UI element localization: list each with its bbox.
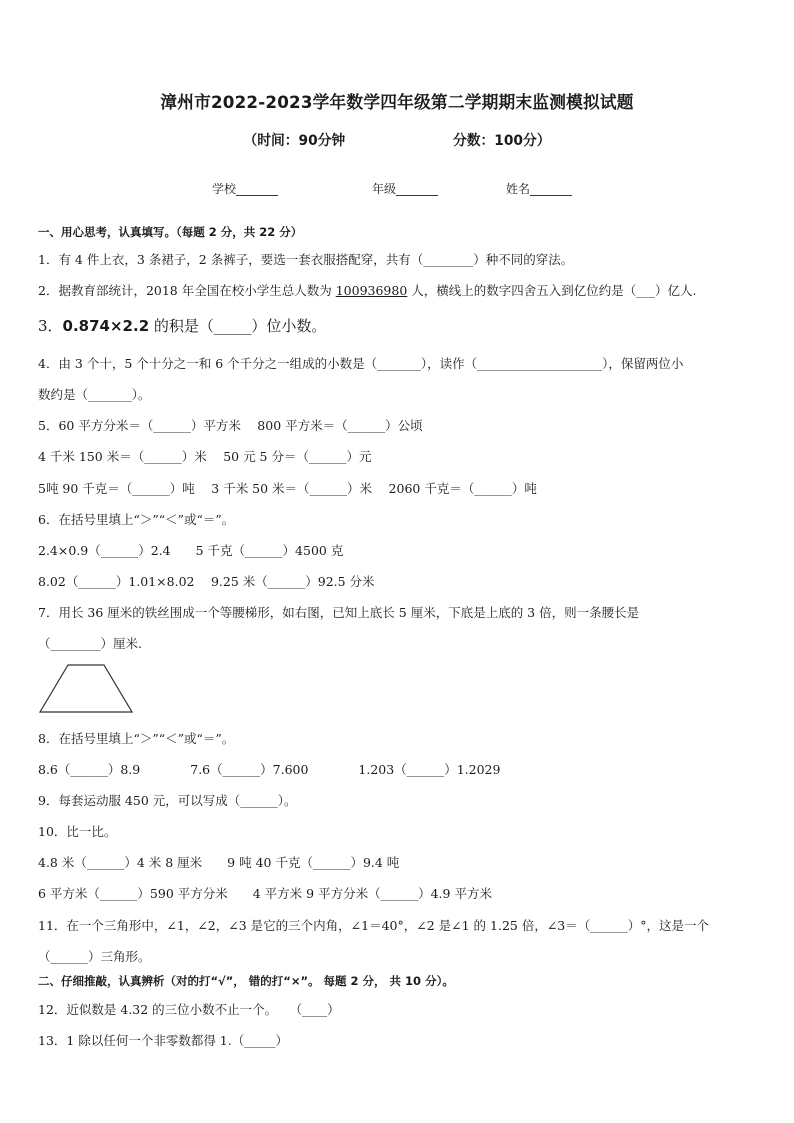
question-2-underlined-number: 100936980 xyxy=(335,283,408,298)
question-6-line-2: 8.02（______）1.01×8.02 9.25 米（______）92.5 分米 xyxy=(38,574,375,589)
page-title: 漳州市2022-2023学年数学四年级第二学期期末监测模拟试题 xyxy=(160,93,634,113)
question-7-line-1: 7．用长 36 厘米的铁丝围成一个等腰梯形，如右图，已知上底长 5 厘米，下底是上底的 3 倍，则一条腰长是 xyxy=(38,605,640,620)
question-11-line-2: （______）三角形。 xyxy=(38,949,151,964)
question-13: 13．1 除以任何一个非零数都得 1.（_____） xyxy=(38,1033,288,1048)
question-5-line-1: 5．60 平方分米＝（______）平方米 800 平方米＝（______）公顷 xyxy=(38,418,423,433)
name-field: 姓名_______ xyxy=(506,182,573,196)
section-heading-1: 一、用心思考，认真填写。（每题 2 分，共 22 分） xyxy=(38,225,303,239)
question-9: 9．每套运动服 450 元，可以写成（______）。 xyxy=(38,793,297,808)
question-4-line-1: 4．由 3 个十，5 个十分之一和 6 个千分之一组成的小数是（_______），读作（____________________），保留两位小 xyxy=(38,356,684,371)
question-3 xyxy=(38,315,326,336)
question-5-line-2: 4 千米 150 米＝（______）米 50 元 5 分＝（______）元 xyxy=(38,449,372,464)
question-10: 10．比一比。 xyxy=(38,824,117,839)
question-5-line-3: 5吨 90 千克＝（______）吨 3 千米 50 米＝（______）米 2060 千克＝（______）吨 xyxy=(38,481,537,496)
question-3-expression: 0.874×2.2 xyxy=(62,317,150,335)
question-1: 1．有 4 件上衣，3 条裙子，2 条裤子，要选一套衣服搭配穿，共有（________）种不同的穿法。 xyxy=(38,252,574,267)
question-4-line-2: 数约是（_______）。 xyxy=(38,387,151,402)
question-3-number: 3． xyxy=(38,317,63,335)
question-2-text: 2．据教育部统计，2018 年全国在校小学生总人数为 xyxy=(38,283,336,298)
exam-meta xyxy=(7,130,787,150)
question-12: 12．近似数是 4.32 的三位小数不止一个。 （____） xyxy=(38,1002,340,1017)
question-2 xyxy=(38,281,697,299)
section-heading-2: 二、仔细推敲，认真辨析（对的打“√”， 错的打“×”。 每题 2 分， 共 10 分）。 xyxy=(38,974,454,988)
question-6: 6．在括号里填上“＞”“＜”或“＝”。 xyxy=(38,512,235,527)
question-10-line-1: 4.8 米（______）4 米 8 厘米 9 吨 40 千克（______）9.4 吨 xyxy=(38,855,400,870)
question-6-line-1: 2.4×0.9（______）2.4 5 千克（______）4500 克 xyxy=(38,543,344,558)
question-3-text: 的积是（_____）位小数。 xyxy=(149,317,327,335)
question-10-line-2: 6 平方米（______）590 平方分米 4 平方米 9 平方分米（______）4.9 平方米 xyxy=(38,886,492,901)
grade-field: 年级_______ xyxy=(372,182,439,196)
question-7-line-2: （________）厘米. xyxy=(38,636,142,651)
question-8: 8．在括号里填上“＞”“＜”或“＝”。 xyxy=(38,731,235,746)
question-11-line-1: 11．在一个三角形中，∠1，∠2，∠3 是它的三个内角，∠1＝40°，∠2 是∠1 的 1.25 倍，∠3＝（______）°，这是一个 xyxy=(38,918,709,933)
trapezoid-figure xyxy=(38,664,134,714)
question-8-line-1: 8.6（______）8.9 7.6（______）7.600 1.203（______）1.2029 xyxy=(38,762,501,777)
exam-time: （时间：90分钟 xyxy=(243,133,346,149)
exam-score: 分数：100分） xyxy=(452,133,551,149)
question-2-text-end: 人，横线上的数字四舍五入到亿位约是（___）亿人. xyxy=(407,283,697,298)
school-field: 学校_______ xyxy=(212,182,279,196)
